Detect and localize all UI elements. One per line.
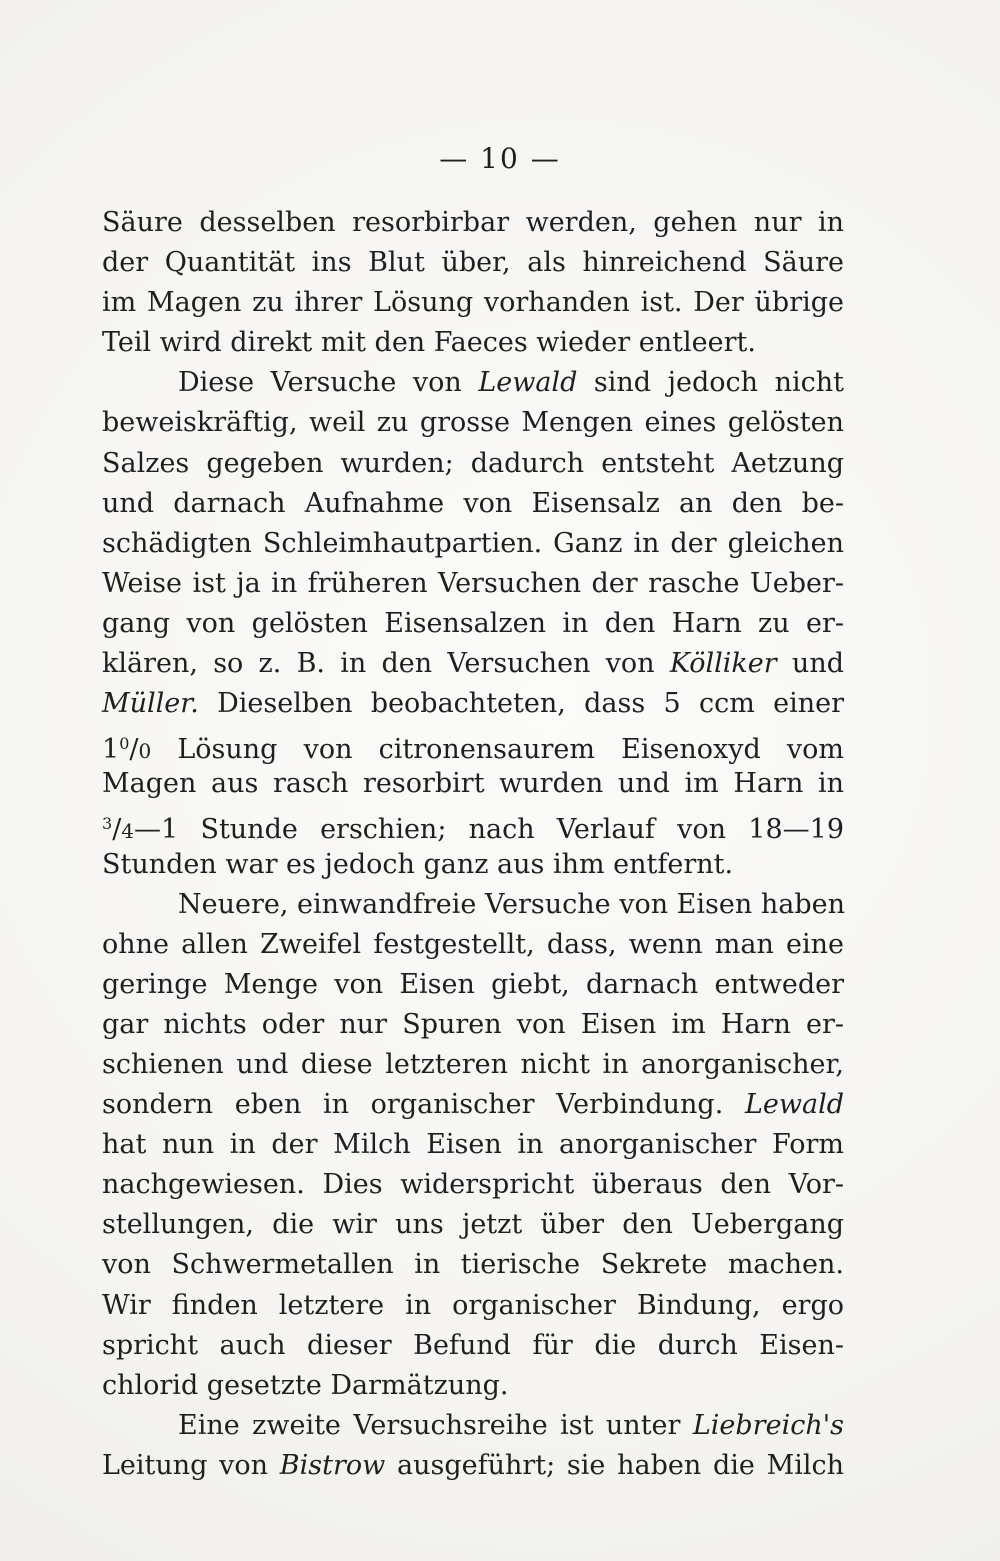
line-text: ausgeführt; sie haben die Milch — [385, 1449, 844, 1481]
author-name-italic: Lewald — [478, 367, 578, 399]
line-text: sondern eben in organischer Verbindung. — [102, 1089, 745, 1121]
line-text: gar nichts oder nur Spuren von Eisen im Harn er- — [102, 1008, 844, 1040]
author-name-italic: Lewald — [744, 1089, 844, 1121]
subscript: 0 — [138, 739, 152, 764]
text-line — [102, 724, 844, 764]
text-line — [102, 1205, 844, 1245]
text-line-paragraph-start — [102, 1406, 844, 1446]
text-line — [102, 1085, 844, 1125]
line-text: sind jedoch nicht — [577, 367, 844, 399]
line-text: Dieselben beobachteten, dass 5 ccm einer — [198, 688, 844, 720]
line-text: stellungen, die wir uns jetzt über den Uebergang — [102, 1209, 844, 1241]
text-line — [102, 965, 844, 1005]
line-text: geringe Menge von Eisen giebt, darnach entweder — [102, 968, 844, 1000]
text-line — [102, 1125, 844, 1165]
superscript: 3 — [102, 814, 113, 834]
line-text: Magen aus rasch resorbirt wurden und im Harn in — [102, 768, 844, 800]
author-name-italic: Bistrow — [279, 1449, 386, 1481]
author-name-italic: Liebreich's — [692, 1409, 844, 1441]
line-text: klären, so z. B. in den Versuchen von — [102, 648, 670, 680]
subscript: 4 — [121, 819, 135, 844]
line-text: Weise ist ja in früheren Versuchen der rasche Ueber- — [102, 567, 844, 599]
fraction-slash: / — [112, 814, 122, 846]
line-text: und darnach Aufnahme von Eisensalz an den be- — [102, 487, 844, 519]
body-text — [102, 203, 844, 1486]
line-text: spricht auch dieser Befund für die durch Eisen- — [102, 1329, 844, 1361]
text-line — [102, 604, 844, 644]
line-text: Eine zweite Versuchsreihe ist unter — [178, 1409, 693, 1441]
line-text: der Quantität ins Blut über, als hinreichend Säure — [102, 247, 844, 279]
line-text: und — [776, 648, 844, 680]
line-text: Teil wird direkt mit den Faeces wieder entleert. — [102, 327, 756, 359]
text-line — [102, 1286, 844, 1326]
text-line-paragraph-end — [102, 845, 844, 885]
text-line — [102, 203, 844, 243]
line-text: 1 — [102, 734, 120, 766]
line-text: Diese Versuche von — [178, 367, 479, 399]
text-line — [102, 484, 844, 524]
text-line — [102, 684, 844, 724]
line-text: gang von gelösten Eisensalzen in den Harn zu er- — [102, 607, 844, 639]
line-text: Wir finden letztere in organischer Bindung, ergo — [102, 1289, 844, 1321]
line-text: Neuere, einwandfreie Versuche von Eisen haben — [178, 888, 845, 920]
line-text: ohne allen Zweifel festgestellt, dass, wenn man eine — [102, 928, 844, 960]
text-line-paragraph-start — [102, 363, 844, 403]
text-line — [102, 444, 844, 484]
text-line — [102, 804, 844, 844]
text-line — [102, 1165, 844, 1205]
text-line — [102, 644, 844, 684]
text-line — [102, 1045, 844, 1085]
line-text: Leitung von — [102, 1449, 280, 1481]
text-line — [102, 243, 844, 283]
text-line — [102, 925, 844, 965]
author-name-italic: Müller. — [102, 688, 199, 720]
text-line-paragraph-start — [102, 885, 844, 925]
text-line — [102, 283, 844, 323]
line-text: Salzes gegeben wurden; dadurch entsteht Aetzung — [102, 447, 844, 479]
text-line — [102, 1005, 844, 1045]
text-line-paragraph-end — [102, 1366, 844, 1406]
line-text: Säure desselben resorbirbar werden, gehen nur in — [102, 207, 844, 238]
line-text: schienen und diese letzteren nicht in anorganischer, — [102, 1048, 844, 1080]
line-text: nachgewiesen. Dies widerspricht überaus den Vor- — [102, 1169, 844, 1201]
line-text: Lösung von citronensaurem Eisenoxyd vom — [151, 734, 844, 766]
text-line — [102, 1326, 844, 1366]
text-line — [102, 1245, 844, 1285]
text-line — [102, 764, 844, 804]
page-number: — 10 — — [439, 142, 561, 175]
superscript: 0 — [119, 734, 130, 754]
fraction-slash: / — [129, 734, 139, 766]
line-text: von Schwermetallen in tierische Sekrete machen. — [102, 1249, 844, 1281]
line-text: schädigten Schleimhautpartien. Ganz in der gleichen — [102, 527, 844, 559]
line-text: —1 Stunde erschien; nach Verlauf von 18—19 — [134, 814, 844, 846]
line-text: beweiskräftig, weil zu grosse Mengen eines gelösten — [102, 407, 844, 439]
text-line — [102, 564, 844, 604]
author-name-italic: Kölliker — [669, 648, 777, 680]
text-line — [102, 524, 844, 564]
line-text: chlorid gesetzte Darmätzung. — [102, 1369, 509, 1401]
line-text: hat nun in der Milch Eisen in anorganischer Form — [102, 1129, 844, 1161]
text-line — [102, 403, 844, 443]
text-line-paragraph-end — [102, 323, 844, 363]
line-text: im Magen zu ihrer Lösung vorhanden ist. Der übrige — [102, 287, 844, 319]
line-text: Stunden war es jedoch ganz aus ihm entfernt. — [102, 848, 734, 880]
text-line — [102, 1446, 844, 1486]
